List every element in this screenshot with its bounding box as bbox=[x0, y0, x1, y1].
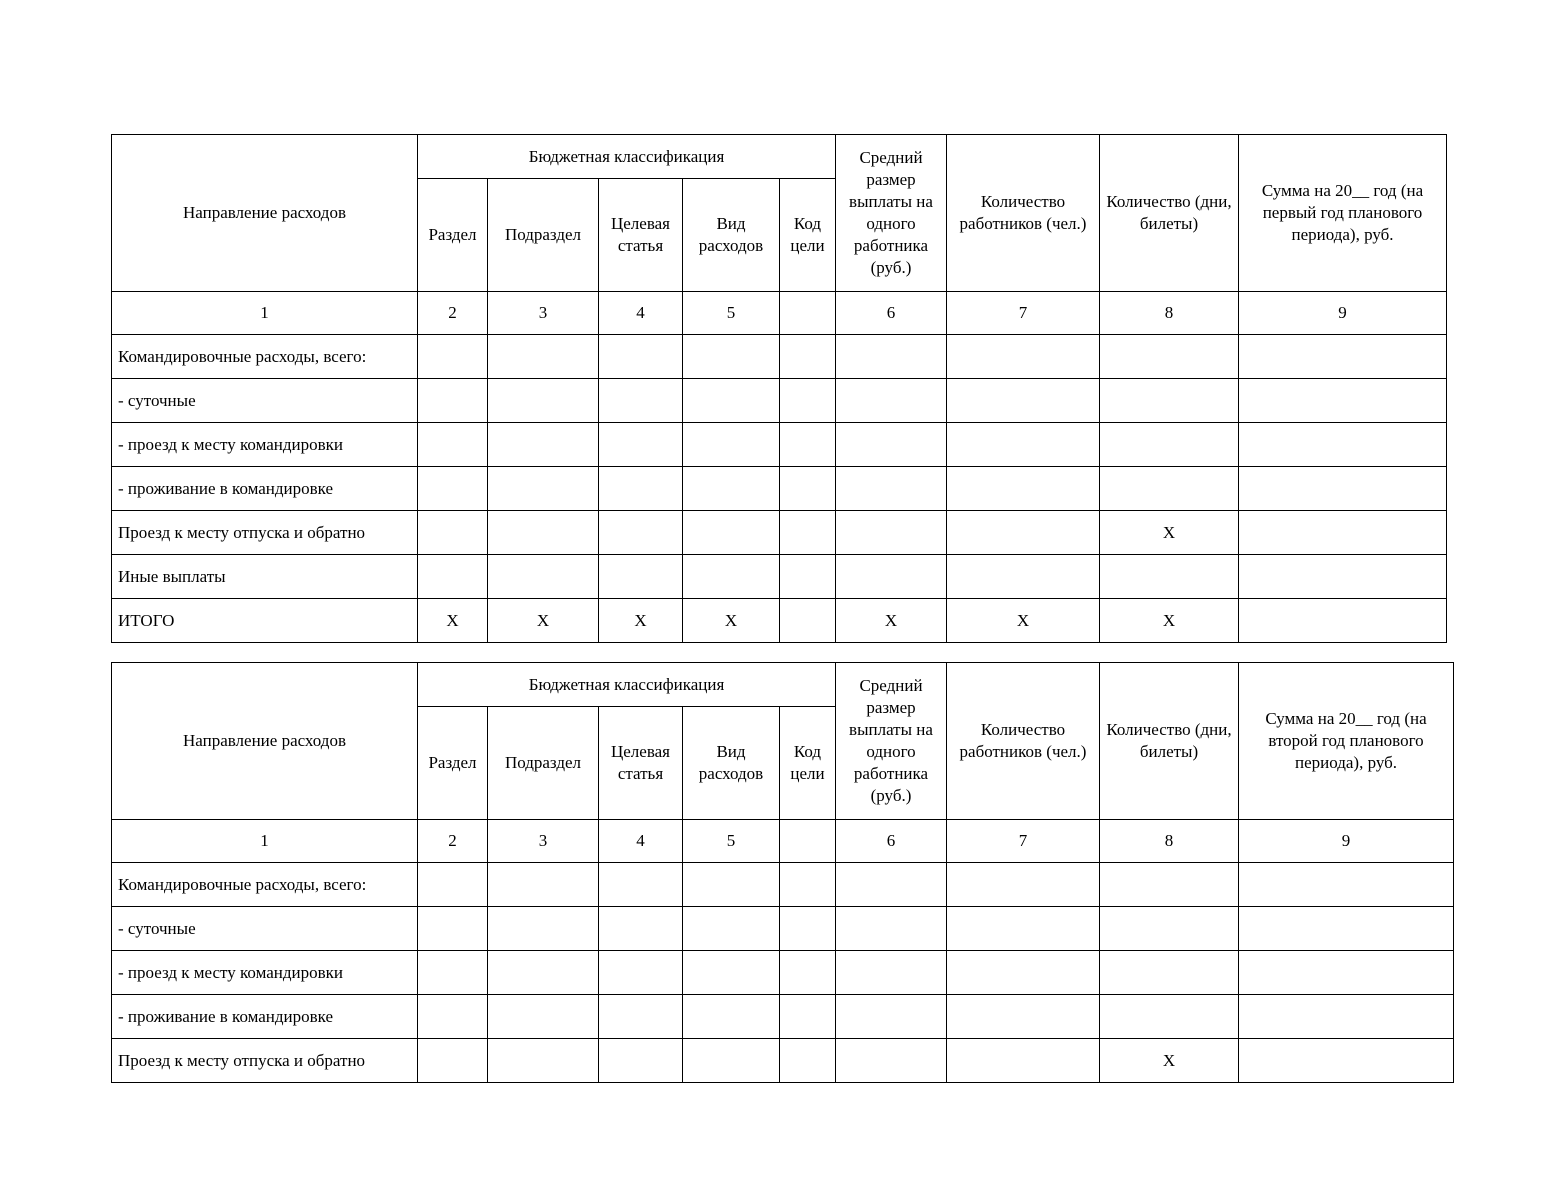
table-cell[interactable]: X bbox=[1100, 599, 1239, 643]
column-number: 1 bbox=[112, 820, 418, 863]
table-cell[interactable] bbox=[780, 907, 836, 951]
row-label: - проезд к месту командировки bbox=[112, 951, 418, 995]
table-cell[interactable] bbox=[836, 951, 947, 995]
column-number: 2 bbox=[418, 292, 488, 335]
budget-table-second-year bbox=[111, 662, 1454, 1083]
table-row bbox=[112, 379, 1447, 423]
table-cell[interactable] bbox=[488, 907, 599, 951]
table-cell[interactable]: X bbox=[418, 599, 488, 643]
column-number: 4 bbox=[599, 820, 683, 863]
table-cell[interactable] bbox=[599, 907, 683, 951]
table-cell[interactable] bbox=[1100, 379, 1239, 423]
table-cell[interactable] bbox=[780, 995, 836, 1039]
table-cell[interactable] bbox=[599, 379, 683, 423]
column-number: 3 bbox=[488, 292, 599, 335]
table-cell[interactable] bbox=[780, 423, 836, 467]
table-cell[interactable] bbox=[1239, 1039, 1454, 1083]
column-number: 8 bbox=[1100, 820, 1239, 863]
header-sum: Сумма на 20__ год (на первый год планового периода), руб. bbox=[1239, 135, 1447, 292]
column-numbers-row bbox=[112, 292, 1447, 335]
table-cell[interactable] bbox=[1239, 335, 1447, 379]
column-number: 9 bbox=[1239, 292, 1447, 335]
row-label: - суточные bbox=[112, 379, 418, 423]
table-row bbox=[112, 511, 1447, 555]
table-cell[interactable] bbox=[947, 335, 1100, 379]
table-cell[interactable] bbox=[599, 423, 683, 467]
table-row bbox=[112, 467, 1447, 511]
table-cell[interactable] bbox=[488, 995, 599, 1039]
header-section: Раздел bbox=[418, 179, 488, 292]
column-number bbox=[780, 292, 836, 335]
table-cell[interactable] bbox=[780, 555, 836, 599]
table-cell[interactable] bbox=[947, 863, 1100, 907]
column-number: 5 bbox=[683, 820, 780, 863]
header-workers: Количество работников (чел.) bbox=[947, 135, 1100, 292]
column-number: 8 bbox=[1100, 292, 1239, 335]
table-cell[interactable] bbox=[418, 423, 488, 467]
table-cell[interactable] bbox=[1239, 379, 1447, 423]
table-cell[interactable]: X bbox=[947, 599, 1100, 643]
table-cell[interactable] bbox=[947, 467, 1100, 511]
table-cell[interactable] bbox=[1239, 951, 1454, 995]
table-header bbox=[112, 663, 1454, 820]
column-number: 2 bbox=[418, 820, 488, 863]
header-expense-type: Вид расходов bbox=[683, 707, 780, 820]
column-number: 7 bbox=[947, 292, 1100, 335]
column-number: 9 bbox=[1239, 820, 1454, 863]
table-cell[interactable] bbox=[683, 335, 780, 379]
table-cell[interactable] bbox=[780, 1039, 836, 1083]
table-cell[interactable] bbox=[836, 379, 947, 423]
column-number: 6 bbox=[836, 820, 947, 863]
header-subsection: Подраздел bbox=[488, 179, 599, 292]
table-cell[interactable] bbox=[780, 379, 836, 423]
row-label: Командировочные расходы, всего: bbox=[112, 863, 418, 907]
table-cell[interactable]: X bbox=[1100, 511, 1239, 555]
table-cell[interactable] bbox=[1239, 907, 1454, 951]
table-cell[interactable] bbox=[683, 423, 780, 467]
table-cell[interactable] bbox=[836, 335, 947, 379]
table-cell[interactable] bbox=[683, 1039, 780, 1083]
table-cell[interactable] bbox=[780, 335, 836, 379]
table-cell[interactable] bbox=[1100, 423, 1239, 467]
table-cell[interactable] bbox=[683, 555, 780, 599]
header-goal-code: Код цели bbox=[780, 707, 836, 820]
table-cell[interactable] bbox=[599, 995, 683, 1039]
table-cell[interactable] bbox=[418, 995, 488, 1039]
header-quantity: Количество (дни, билеты) bbox=[1100, 135, 1239, 292]
column-number: 7 bbox=[947, 820, 1100, 863]
table-cell[interactable] bbox=[599, 335, 683, 379]
column-number: 4 bbox=[599, 292, 683, 335]
table-cell[interactable]: X bbox=[683, 599, 780, 643]
table-cell[interactable] bbox=[418, 1039, 488, 1083]
table-row bbox=[112, 907, 1454, 951]
table-cell[interactable] bbox=[418, 511, 488, 555]
table-cell[interactable] bbox=[488, 555, 599, 599]
table-cell[interactable] bbox=[836, 1039, 947, 1083]
row-label: - проживание в командировке bbox=[112, 467, 418, 511]
table-body bbox=[112, 820, 1454, 1083]
table-cell[interactable] bbox=[418, 863, 488, 907]
column-numbers-row bbox=[112, 820, 1454, 863]
table-cell[interactable] bbox=[1100, 907, 1239, 951]
table-cell[interactable] bbox=[1239, 555, 1447, 599]
table-cell[interactable] bbox=[418, 907, 488, 951]
header-budget-classification: Бюджетная классификация bbox=[418, 663, 836, 707]
table-cell[interactable] bbox=[418, 555, 488, 599]
table-cell[interactable] bbox=[836, 467, 947, 511]
header-target-article: Целевая статья bbox=[599, 179, 683, 292]
table-cell[interactable] bbox=[1100, 555, 1239, 599]
table-cell[interactable]: X bbox=[488, 599, 599, 643]
table-cell[interactable] bbox=[947, 511, 1100, 555]
row-label: - суточные bbox=[112, 907, 418, 951]
header-avg-payment: Средний размер выплаты на одного работника (руб.) bbox=[836, 663, 947, 820]
table-cell[interactable] bbox=[599, 467, 683, 511]
table-cell[interactable] bbox=[836, 555, 947, 599]
table-cell[interactable] bbox=[947, 907, 1100, 951]
table-cell[interactable] bbox=[1239, 995, 1454, 1039]
table-cell[interactable] bbox=[488, 467, 599, 511]
header-budget-classification: Бюджетная классификация bbox=[418, 135, 836, 179]
header-workers: Количество работников (чел.) bbox=[947, 663, 1100, 820]
column-number: 1 bbox=[112, 292, 418, 335]
table-cell[interactable] bbox=[418, 335, 488, 379]
table-cell[interactable] bbox=[1100, 995, 1239, 1039]
table-cell[interactable] bbox=[1239, 599, 1447, 643]
table-cell[interactable] bbox=[683, 467, 780, 511]
table-cell[interactable] bbox=[418, 951, 488, 995]
table-body bbox=[112, 292, 1447, 643]
table-cell[interactable] bbox=[836, 995, 947, 1039]
column-number: 3 bbox=[488, 820, 599, 863]
table-cell[interactable] bbox=[780, 951, 836, 995]
table-cell[interactable] bbox=[418, 379, 488, 423]
table-cell[interactable] bbox=[599, 951, 683, 995]
header-goal-code: Код цели bbox=[780, 179, 836, 292]
header-quantity: Количество (дни, билеты) bbox=[1100, 663, 1239, 820]
table-cell[interactable] bbox=[947, 1039, 1100, 1083]
column-number: 6 bbox=[836, 292, 947, 335]
table-cell[interactable] bbox=[836, 511, 947, 555]
table-cell[interactable] bbox=[780, 599, 836, 643]
total-row bbox=[112, 599, 1447, 643]
header-direction: Направление расходов bbox=[112, 663, 418, 820]
table-cell[interactable]: X bbox=[599, 599, 683, 643]
table-cell[interactable] bbox=[947, 995, 1100, 1039]
column-number: 5 bbox=[683, 292, 780, 335]
table-row bbox=[112, 1039, 1454, 1083]
row-label: Проезд к месту отпуска и обратно bbox=[112, 1039, 418, 1083]
table-cell[interactable]: X bbox=[1100, 1039, 1239, 1083]
header-sum: Сумма на 20__ год (на второй год планового периода), руб. bbox=[1239, 663, 1454, 820]
column-number bbox=[780, 820, 836, 863]
table-cell[interactable] bbox=[488, 951, 599, 995]
row-label: Командировочные расходы, всего: bbox=[112, 335, 418, 379]
table-cell[interactable] bbox=[1239, 423, 1447, 467]
table-cell[interactable] bbox=[1239, 467, 1447, 511]
table-row bbox=[112, 995, 1454, 1039]
table-cell[interactable] bbox=[683, 995, 780, 1039]
table-cell[interactable] bbox=[683, 379, 780, 423]
table-cell[interactable] bbox=[599, 1039, 683, 1083]
table-row bbox=[112, 335, 1447, 379]
table-cell[interactable] bbox=[780, 863, 836, 907]
table-cell[interactable] bbox=[1239, 863, 1454, 907]
table-cell[interactable] bbox=[488, 335, 599, 379]
table-cell[interactable] bbox=[683, 951, 780, 995]
table-cell[interactable] bbox=[1100, 951, 1239, 995]
table-cell[interactable] bbox=[488, 863, 599, 907]
table-cell[interactable] bbox=[836, 907, 947, 951]
row-label: - проезд к месту командировки bbox=[112, 423, 418, 467]
row-label: - проживание в командировке bbox=[112, 995, 418, 1039]
header-subsection: Подраздел bbox=[488, 707, 599, 820]
table-cell[interactable] bbox=[488, 511, 599, 555]
table-cell[interactable] bbox=[780, 511, 836, 555]
table-cell[interactable] bbox=[683, 511, 780, 555]
row-label: ИТОГО bbox=[112, 599, 418, 643]
header-target-article: Целевая статья bbox=[599, 707, 683, 820]
table-row bbox=[112, 863, 1454, 907]
table-cell[interactable] bbox=[683, 907, 780, 951]
row-label: Проезд к месту отпуска и обратно bbox=[112, 511, 418, 555]
row-label: Иные выплаты bbox=[112, 555, 418, 599]
table-cell[interactable] bbox=[599, 511, 683, 555]
table-cell[interactable] bbox=[599, 863, 683, 907]
table-row bbox=[112, 951, 1454, 995]
table-cell[interactable] bbox=[488, 1039, 599, 1083]
table-cell[interactable] bbox=[1100, 863, 1239, 907]
table-header bbox=[112, 135, 1447, 292]
table-row bbox=[112, 555, 1447, 599]
header-direction: Направление расходов bbox=[112, 135, 418, 292]
table-cell[interactable] bbox=[947, 951, 1100, 995]
table-row bbox=[112, 423, 1447, 467]
header-expense-type: Вид расходов bbox=[683, 179, 780, 292]
table-cell[interactable] bbox=[947, 423, 1100, 467]
table-cell[interactable] bbox=[947, 555, 1100, 599]
table-cell[interactable] bbox=[1100, 467, 1239, 511]
table-cell[interactable] bbox=[599, 555, 683, 599]
table-cell[interactable] bbox=[780, 467, 836, 511]
table-cell[interactable] bbox=[488, 423, 599, 467]
table-cell[interactable] bbox=[947, 379, 1100, 423]
table-cell[interactable] bbox=[836, 423, 947, 467]
header-section: Раздел bbox=[418, 707, 488, 820]
header-avg-payment: Средний размер выплаты на одного работника (руб.) bbox=[836, 135, 947, 292]
table-cell[interactable] bbox=[488, 379, 599, 423]
table-cell[interactable] bbox=[683, 863, 780, 907]
table-cell[interactable] bbox=[418, 467, 488, 511]
table-cell[interactable]: X bbox=[836, 599, 947, 643]
table-cell[interactable] bbox=[1100, 335, 1239, 379]
table-cell[interactable] bbox=[1239, 511, 1447, 555]
table-cell[interactable] bbox=[836, 863, 947, 907]
budget-table-first-year bbox=[111, 134, 1447, 643]
